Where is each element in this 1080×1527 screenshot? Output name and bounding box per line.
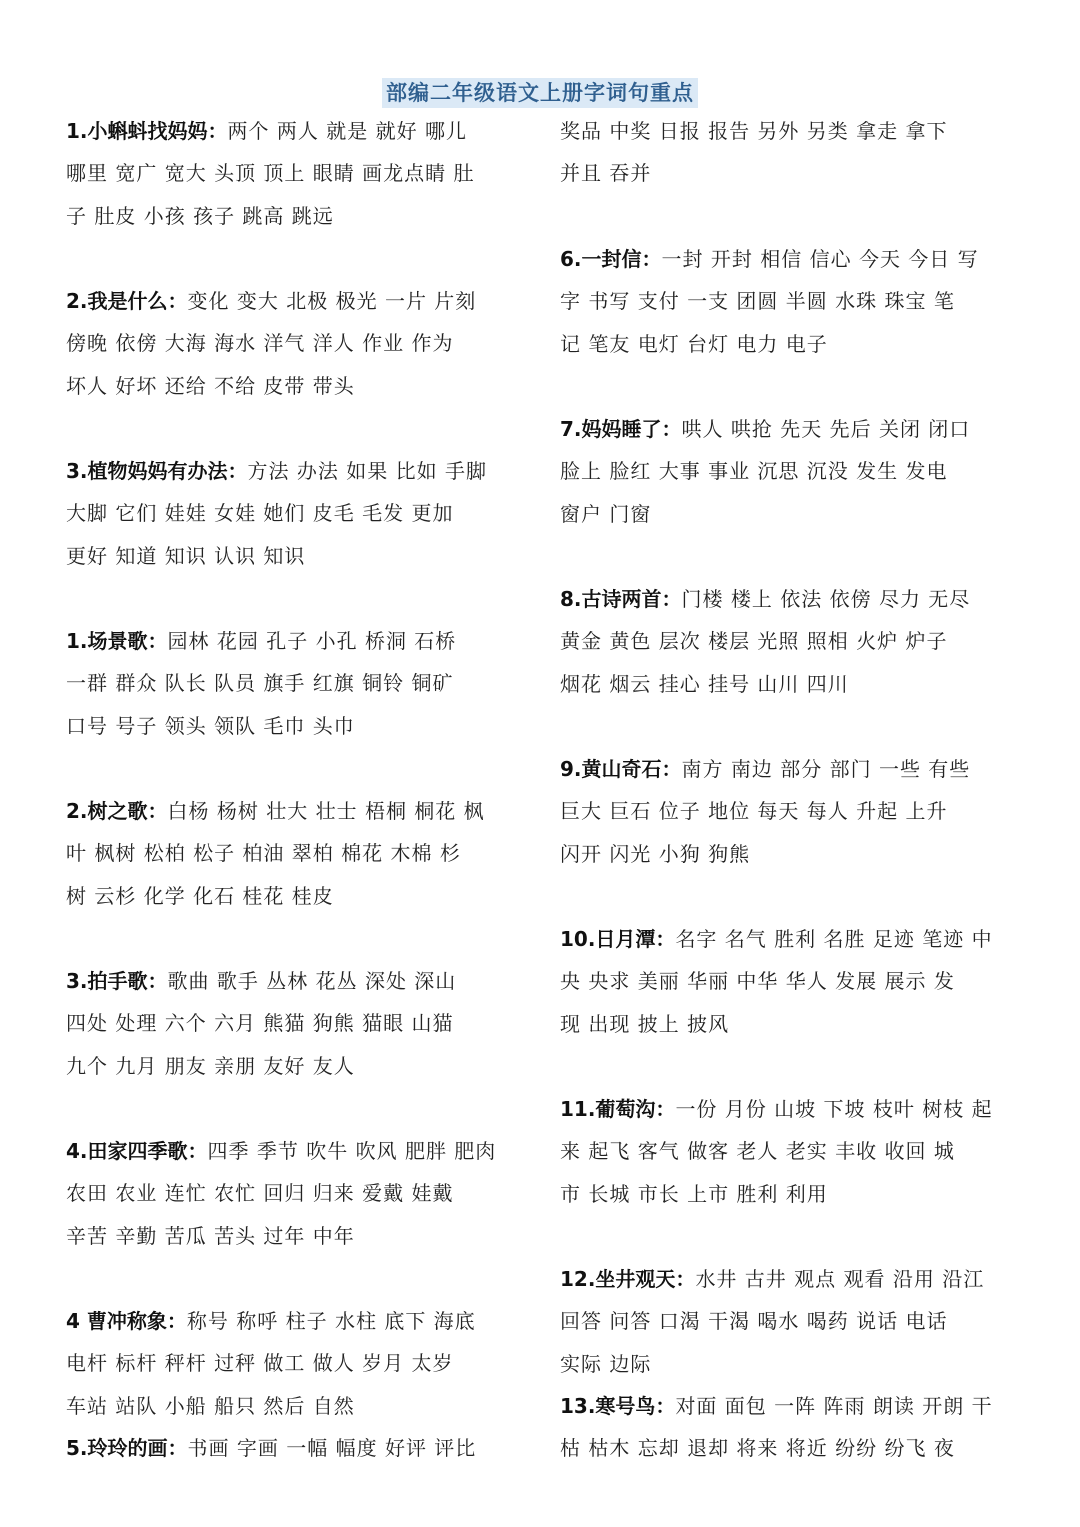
word-list: 称号 称呼 柱子 水柱 底下 海底 — [186, 1309, 476, 1333]
word-list: 九个 九月 朋友 亲朋 友好 友人 — [66, 1053, 355, 1078]
section-lesson-3 — [66, 450, 528, 577]
word-list: 一封 开封 相信 信心 今天 今日 写 — [661, 247, 979, 271]
word-list: 园林 花园 孔子 小孔 桥洞 石桥 — [167, 629, 457, 653]
word-list: 一份 月份 山坡 下坡 枝叶 树枝 起 — [675, 1097, 993, 1121]
section-mother-asleep — [560, 408, 1020, 535]
word-list: 南方 南边 部分 部门 一些 有些 — [681, 757, 971, 781]
section-heading: 7.妈妈睡了： — [560, 417, 682, 441]
section-line — [66, 960, 528, 1002]
section-line — [66, 1130, 528, 1172]
section-sun-moon-lake — [560, 918, 1020, 1045]
word-list: 巨大 巨石 位子 地位 每天 每人 升起 上升 — [560, 799, 948, 824]
section-heading: 5.玲玲的画： — [66, 1436, 188, 1460]
section-grape-valley — [560, 1088, 1020, 1215]
word-list: 农田 农业 连忙 农忙 回归 归来 爱戴 娃戴 — [66, 1181, 454, 1206]
section-heading: 3.植物妈妈有办法： — [66, 459, 248, 483]
section-line — [560, 578, 1020, 620]
section-line — [66, 1427, 528, 1469]
section-line — [66, 280, 528, 322]
section-heading: 11.葡萄沟： — [560, 1097, 676, 1121]
section-line — [560, 1258, 1020, 1300]
word-list: 两个 两人 就是 就好 哪儿 — [227, 119, 467, 143]
word-list: 坏人 好坏 还给 不给 皮带 带头 — [66, 373, 355, 398]
section-heading: 10.日月潭： — [560, 927, 676, 951]
page-title: 部编二年级语文上册字词句重点 — [382, 78, 698, 108]
page-title-wrap — [0, 78, 1080, 108]
section-clap-song — [66, 960, 528, 1087]
section-line — [66, 110, 528, 152]
word-list: 歌曲 歌手 丛林 花丛 深处 深山 — [167, 969, 457, 993]
word-list: 对面 面包 一阵 阵雨 朗读 开朗 干 — [675, 1394, 993, 1418]
word-list: 车站 站队 小船 船只 然后 自然 — [66, 1393, 355, 1418]
section-heading: 6.一封信： — [560, 247, 662, 271]
word-list: 门楼 楼上 依法 依傍 尽力 无尽 — [681, 587, 971, 611]
word-list: 记 笔友 电灯 台灯 电力 电子 — [560, 331, 828, 356]
word-list: 树 云杉 化学 化石 桂花 桂皮 — [66, 883, 334, 908]
section-scene-song — [66, 620, 528, 747]
section-line — [560, 408, 1020, 450]
section-line — [66, 1300, 528, 1342]
word-list: 哄人 哄抢 先天 先后 关闭 闭口 — [681, 417, 971, 441]
word-list: 白杨 杨树 壮大 壮士 梧桐 桐花 枫 — [167, 799, 485, 823]
word-list: 并且 吞并 — [560, 161, 652, 186]
section-lingling-painting — [66, 1427, 528, 1469]
word-list: 大脚 它们 娃娃 女娃 她们 皮毛 毛发 更加 — [66, 501, 454, 526]
section-line — [560, 1088, 1020, 1130]
word-list: 哪里 宽广 宽大 头顶 顶上 眼睛 画龙点睛 肚 — [66, 161, 475, 186]
section-tree-song — [66, 790, 528, 917]
word-list: 辛苦 辛勤 苦瓜 苦头 过年 中年 — [66, 1223, 355, 1248]
section-line — [560, 1385, 1020, 1427]
section-heading: 8.古诗两首： — [560, 587, 682, 611]
word-list: 窗户 门窗 — [560, 501, 652, 526]
section-cold-bird — [560, 1385, 1020, 1470]
word-list: 烟花 烟云 挂心 挂号 山川 四川 — [560, 671, 849, 696]
word-list: 四季 季节 吹牛 吹风 肥胖 肥肉 — [207, 1139, 497, 1163]
word-list: 市 长城 市长 上市 胜利 利用 — [560, 1181, 828, 1206]
word-list: 水井 古井 观点 观看 沿用 沿江 — [695, 1267, 985, 1291]
word-list: 央 央求 美丽 华丽 中华 华人 发展 展示 发 — [560, 969, 955, 994]
word-list: 闪开 闪光 小狗 狗熊 — [560, 841, 751, 866]
section-line — [560, 918, 1020, 960]
word-list: 口号 号子 领头 领队 毛巾 头巾 — [66, 713, 355, 738]
word-list: 书画 字画 一幅 幅度 好评 评比 — [187, 1436, 477, 1460]
section-frog-in-well — [560, 1258, 1020, 1385]
section-two-poems — [560, 578, 1020, 705]
word-list: 四处 处理 六个 六月 熊猫 狗熊 猫眼 山猫 — [66, 1011, 454, 1036]
word-list: 变化 变大 北极 极光 一片 片刻 — [187, 289, 477, 313]
word-list: 一群 群众 队长 队员 旗手 红旗 铜铃 铜矿 — [66, 671, 454, 696]
section-heading: 2.树之歌： — [66, 799, 168, 823]
word-list: 更好 知道 知识 认识 知识 — [66, 543, 306, 568]
section-heading: 2.我是什么： — [66, 289, 188, 313]
section-continued — [560, 110, 1020, 195]
section-four-seasons — [66, 1130, 528, 1257]
section-heading: 13.寒号鸟： — [560, 1394, 676, 1418]
word-list: 傍晚 依傍 大海 海水 洋气 洋人 作业 作为 — [66, 331, 454, 356]
section-heading: 4.田家四季歌： — [66, 1139, 208, 1163]
section-heading: 1.场景歌： — [66, 629, 168, 653]
section-heading: 9.黄山奇石： — [560, 757, 682, 781]
section-heading: 12.坐井观天： — [560, 1267, 696, 1291]
section-heading: 1.小蝌蚪找妈妈： — [66, 119, 228, 143]
section-heading: 4 曹冲称象： — [66, 1309, 187, 1333]
section-cao-chong — [66, 1300, 528, 1427]
word-list: 名字 名气 胜利 名胜 足迹 笔迹 中 — [675, 927, 993, 951]
section-lesson-2 — [66, 280, 528, 407]
section-heading: 3.拍手歌： — [66, 969, 168, 993]
word-list: 电杆 标杆 秤杆 过秤 做工 做人 岁月 太岁 — [66, 1351, 454, 1376]
word-list: 黄金 黄色 层次 楼层 光照 照相 火炉 炉子 — [560, 629, 948, 654]
section-letter — [560, 238, 1020, 365]
word-list: 奖品 中奖 日报 报告 另外 另类 拿走 拿下 — [560, 119, 948, 143]
word-list: 子 肚皮 小孩 孩子 跳高 跳远 — [66, 203, 334, 228]
word-list: 来 起飞 客气 做客 老人 老实 丰收 收回 城 — [560, 1139, 955, 1164]
section-line — [66, 450, 528, 492]
word-list: 字 书写 支付 一支 团圆 半圆 水珠 珠宝 笔 — [560, 289, 955, 314]
word-list: 实际 边际 — [560, 1351, 652, 1376]
section-huangshan-rocks — [560, 748, 1020, 875]
section-lesson-1 — [66, 110, 528, 237]
word-list: 叶 枫树 松柏 松子 柏油 翠柏 棉花 木棉 杉 — [66, 841, 461, 866]
section-line — [560, 238, 1020, 280]
word-list: 脸上 脸红 大事 事业 沉思 沉没 发生 发电 — [560, 459, 948, 484]
section-line — [66, 790, 528, 832]
section-line — [66, 620, 528, 662]
word-list: 方法 办法 如果 比如 手脚 — [247, 459, 487, 483]
word-list: 回答 问答 口渴 干渴 喝水 喝药 说话 电话 — [560, 1309, 948, 1334]
section-line — [560, 748, 1020, 790]
word-list: 现 出现 披上 披风 — [560, 1011, 730, 1036]
word-list: 枯 枯木 忘却 退却 将来 将近 纷纷 纷飞 夜 — [560, 1436, 955, 1461]
